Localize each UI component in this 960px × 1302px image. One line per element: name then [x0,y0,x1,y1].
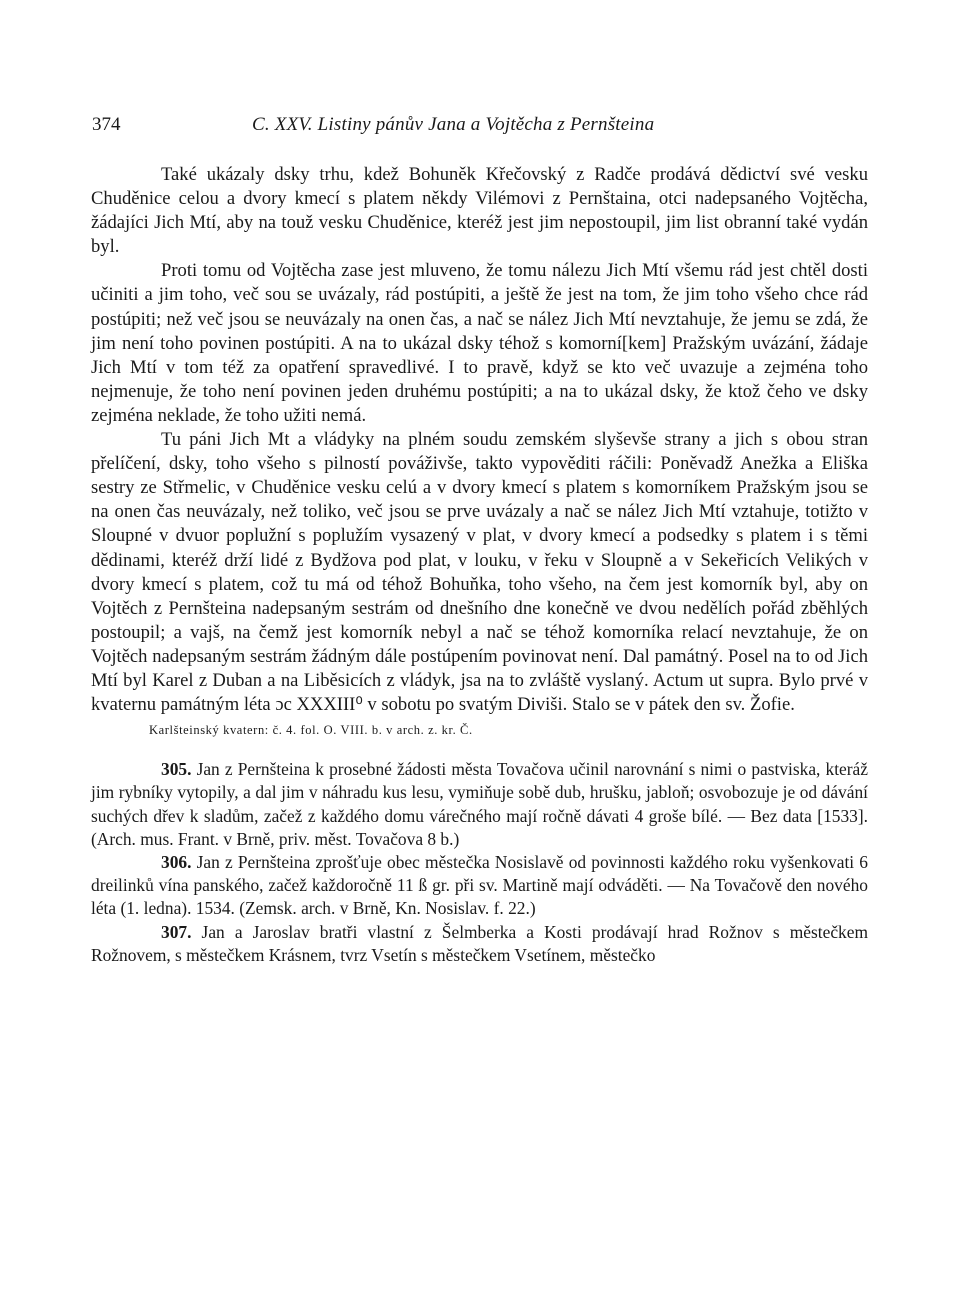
running-title: C. XXV. Listiny pánův Jana a Vojtěcha z Pernšteina [252,114,655,135]
paragraph: Také ukázaly dsky trhu, kdež Bohuněk Křečovský z Radče prodává dědictví své vesku Chuděnice celou a dvory kmecí s platem někdy Vilémovi z Pernštaina, otci nadepsaného Vojtěcha, žádajíci Jich Mtí, aby na touž vesku Chuděnice, kteréž jest jim nepostoupil, jim list obranní také vydán byl. [91,164,868,258]
paragraph: Tu páni Jich Mt a vládyky na plném soudu zemském slyševše strany a jich s obou stran přelíčení, dsky, toho všeho s pilností pováživše, takto vypověditi ráčili: Poněvadž Anežka a Eliška sestry ze Střmelic, v Chuděnice vesku celú a v dvory kmecí s platem s komorníkem Pražským jsou se na onen čas neuvázaly, než toliko, več jsou se prve uvázaly a nač se nález Jich Mtí vztahuje, totižto v Sloupné v dvuor poplužní s poplužím vysazený v plat, v dvory kmecí a podsedky s platem i s těmi dědinami, kteréž drží lidé z Bydžova pod plat, v louku, v řeku v Sloupně a v Sekeřicích Velikých v dvory kmecí s platem, což tu má od téhož Bohuňka, toho všeho, na čem jest komorník byl, aby on Vojtěch z Pernšteina nadepsaným sestrám od dnešního dne konečně ve dvou nedělích pořád zběhlých postoupil; a vajš, na čemž jest komorník nebyl a nač se téhož komorníka relací nevztahuje, že on Vojtěch nadepsaným sestrám žádným dále postúpením povinovat není. Dal památný. Posel na to od Jich Mtí byl Karel z Duban a na Liběsicích z vládyk, jsa na to zvláště vyslaný. Actum ut supra. Bylo prvé v kvaternu památným léta ɔc XXXIII⁰ v sobotu po svatým Diviši. Stalo se v pátek den sv. Žofie. [91,429,868,716]
regest-number: 306. [161,851,192,872]
page-number: 374 [92,114,121,135]
page-header [92,114,868,144]
source-note: Karlšteinský kvatern: č. 4. fol. O. VIII. b. v arch. z. kr. Č. [149,723,473,738]
body-text [91,163,868,967]
regest-number: 307. [161,921,192,942]
paragraph: Proti tomu od Vojtěcha zase jest mluveno, že tomu nálezu Jich Mtí všemu rád jest chtěl dosti učiniti a jim toho, več sou se uvázaly, rád postúpiti, a ještě že jest na tom, že jim toho všeho chce rád postúpiti; než več jsou se neuvázaly na onen čas, a nač se nález Jich Mtí nevztahuje, že jemu se zdá, že jim není toho povinen postúpiti. A na to ukázal dsky téhož s komorní[kem] Pražským uvázání, žádaje Jich Mtí v tom též za opatření spravedlivé. I to pravě, když se kto več uvazuje a zejména toho nejmenuje, že toho není povinen jeden druhému postúpiti; a na to ukázal dsky, že ktož čeho ve dsky zejména neklade, že toho užiti nemá. [91,260,868,426]
regest-text: Jan z Pernšteina k prosebné žádosti města Tovačova učinil narovnání s nimi o pastviska, kteráž jim rybníky vytopily, a dal jim v náhradu kus lesu, vymiňuje sobě dub, hrušku, jabloň; osvobozuje je od dávání suchých dřev k sladům, začež z každého domu várečného mají ročně dávati 4 groše bílé. — Bez data [1533]. (Arch. mus. Frant. v Brně, priv. měst. Tovačova 8 b.) [91,759,868,849]
regest-list [91,758,868,967]
regest-305 [91,758,868,851]
regest-307 [91,921,868,967]
regest-text: Jan a Jaroslav bratři vlastní z Šelmberka a Kosti prodávají hrad Rožnov s městečkem Rožnovem, s městečkem Krásnem, tvrz Vsetín s městečkem Vsetínem, městečko [91,921,868,965]
regest-306 [91,851,868,921]
regest-text: Jan z Pernšteina zprošťuje obec městečka Nosislavě od povinnosti každého roku vyšenkovati 6 dreilinků vína panského, začež každoročně 11 ß gr. při sv. Martině mají odváděti. — Na Tovačově den nového léta (1. ledna). 1534. (Zemsk. arch. v Brně, Kn. Nosislav. f. 22.) [91,851,868,919]
regest-number: 305. [161,759,192,780]
